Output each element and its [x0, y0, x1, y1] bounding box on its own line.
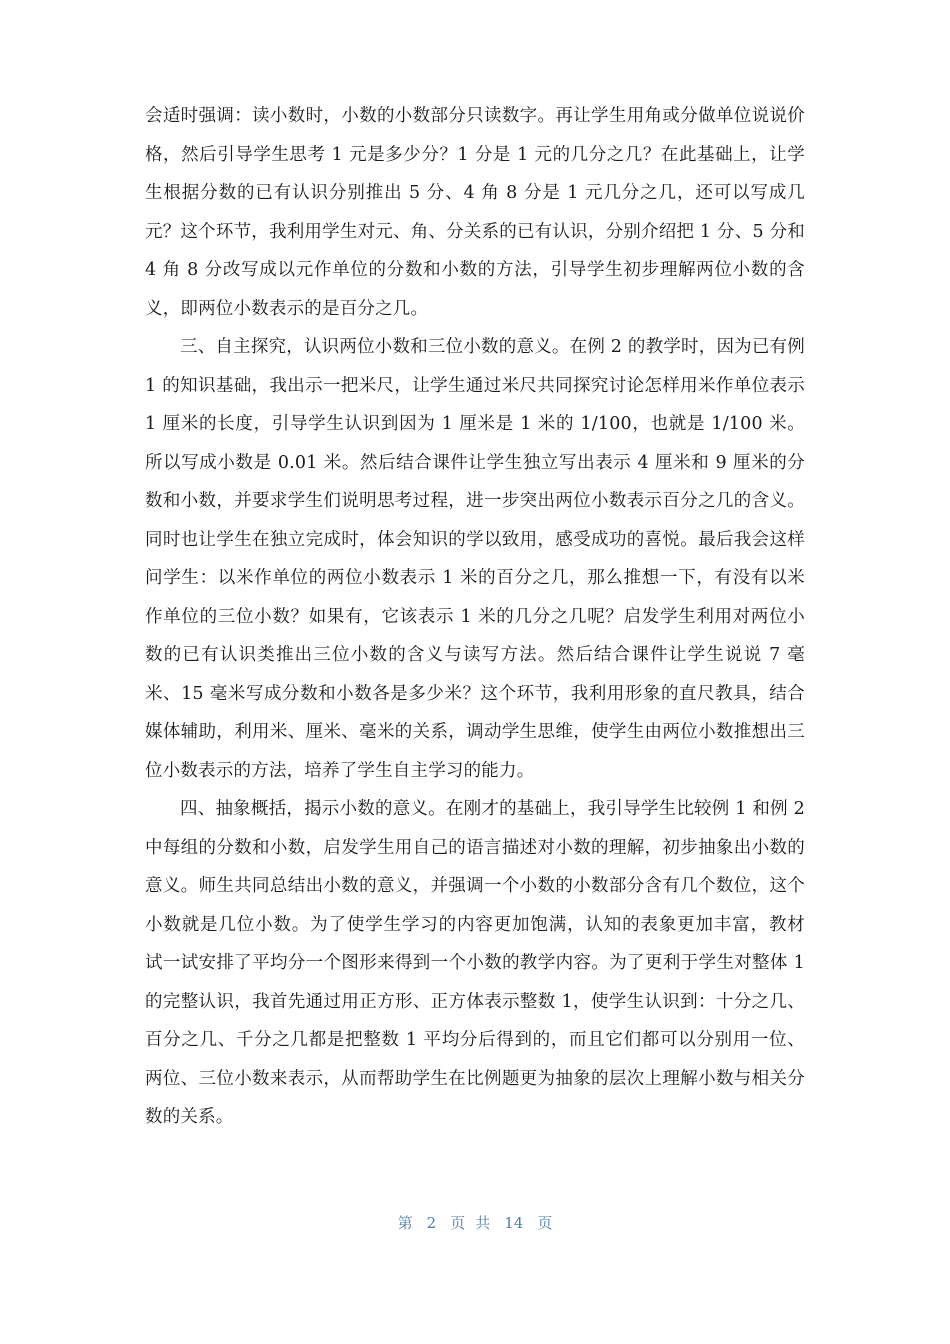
footer-mid: 页共 [450, 1214, 501, 1232]
page-footer [0, 1212, 950, 1233]
footer-total-pages: 14 [504, 1214, 524, 1232]
footer-prefix: 第 [397, 1214, 413, 1232]
paragraph-2: 三、自主探究，认识两位小数和三位小数的意义。在例 2 的教学时，因为已有例 1 的知识基础，我出示一把米尺，让学生通过米尺共同探究讨论怎样用米作单位表示 1 厘米的长度，引导学生认识到因为 1 厘米是 1 米的 1/100，也就是 1/100 米。所以写成小数是 0.01 米。然后结合课件让学生独立写出表示 4 厘米和 9 厘米的分数和小数，并要求学生们说明思考过程，进一步突出两位小数表示百分之几的含义。同时也让学生在独立完成时，体会知识的学以致用，感受成功的喜悦。最后我会这样问学生：以米作单位的两位小数表示 1 米的百分之几，那么推想一下，有没有以米作单位的三位小数？如果有，它该表示 1 米的几分之几呢？启发学生利用对两位小数的已有认识类推出三位小数的含义与读写方法。然后结合课件让学生说说 7 毫米、15 毫米写成分数和小数各是多少米？这个环节，我利用形象的直尺教具，结合媒体辅助，利用米、厘米、毫米的关系，调动学生思维，使学生由两位小数推想出三位小数表示的方法，培养了学生自主学习的能力。 [145, 337, 805, 781]
paragraph-3: 四、抽象概括，揭示小数的意义。在刚才的基础上，我引导学生比较例 1 和例 2 中每组的分数和小数，启发学生用自己的语言描述对小数的理解，初步抽象出小数的意义。师生共同总结出小数的意义，并强调一个小数的小数部分含有几个数位，这个小数就是几位小数。为了使学生学习的内容更加饱满，认知的表象更加丰富，教材 试一试安排了平均分一个图形来得到一个小数的教学内容。为了更利于学生对整体 1 的完整认识，我首先通过用正方形、正方体表示整数 1，使学生认识到：十分之几、百分之几、千分之几都是把整数 1 平均分后得到的，而且它们都可以分别用一位、两位、三位小数来表示，从而帮助学生在比例题更为抽象的层次上理解小数与相关分数的关系。 [145, 799, 805, 1127]
footer-current-page: 2 [426, 1214, 437, 1232]
document-body [145, 97, 805, 1137]
paragraph-1: 会适时强调：读小数时，小数的小数部分只读数字。再让学生用角或分做单位说说价格，然后引导学生思考 1 元是多少分？1 分是 1 元的几分之几？在此基础上，让学生根据分数的已有认识分别推出 5 分、4 角 8 分是 1 元几分之几，还可以写成几元？这个环节，我利用学生对元、角、分关系的已有认识，分别介绍把 1 分、5 分和 4 角 8 分改写成以元作单位的分数和小数的方法，引导学生初步理解两位小数的含义，即两位小数表示的是百分之几。 [145, 106, 805, 319]
footer-suffix: 页 [537, 1214, 553, 1232]
